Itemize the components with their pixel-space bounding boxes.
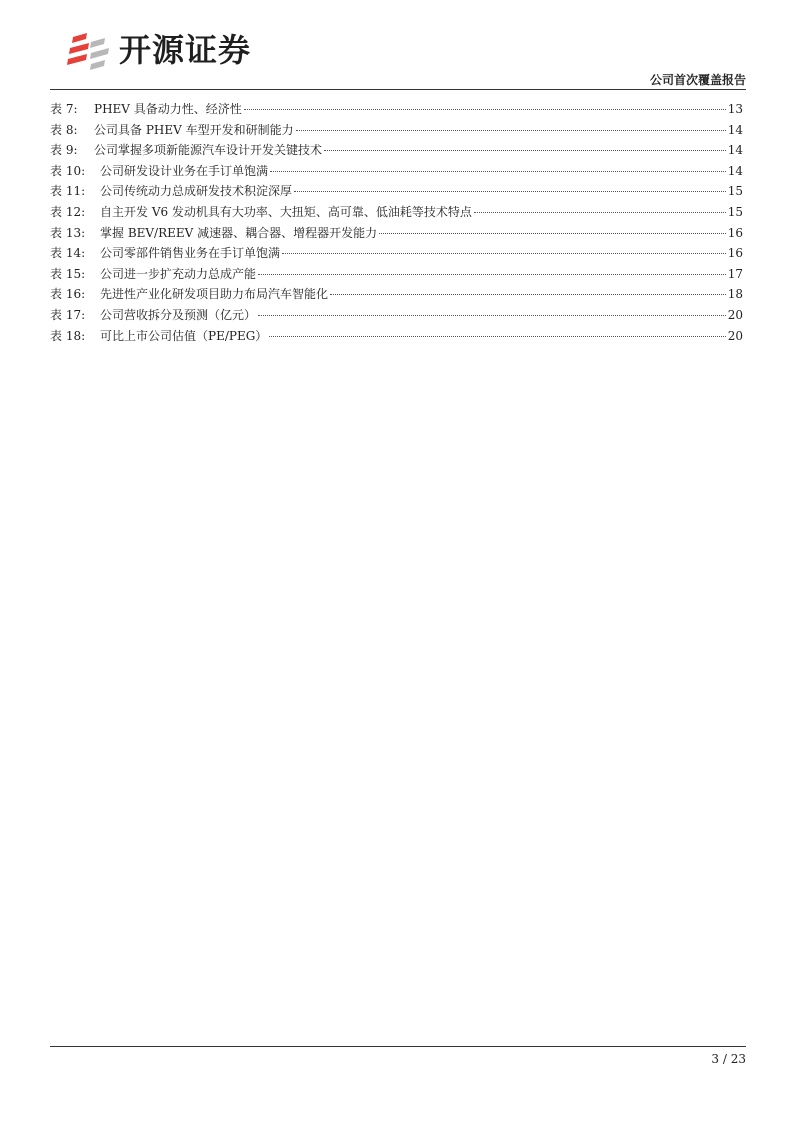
- toc-entry-table-12[interactable]: [50, 202, 743, 223]
- toc-entry-label: 表 9:: [50, 143, 78, 158]
- brand-logo: [65, 28, 315, 78]
- brand-name: 开源证券: [119, 31, 252, 69]
- kaiyuan-securities-logo-icon: [65, 28, 111, 74]
- toc-entry-page: 15: [727, 204, 743, 219]
- toc-entry-title: 公司零部件销售业务在手订单饱满: [100, 246, 281, 261]
- footer-divider: [50, 1046, 746, 1047]
- toc-dot-leader: [270, 170, 726, 172]
- report-type-label: 公司首次覆盖报告: [649, 73, 746, 87]
- toc-entry-label: 表 18:: [50, 328, 86, 343]
- toc-entry-label: 表 17:: [50, 307, 86, 322]
- page-number: 3 / 23: [711, 1052, 746, 1066]
- toc-entry-page: 20: [727, 307, 743, 322]
- toc-dot-leader: [294, 190, 726, 192]
- table-of-figures: [50, 99, 743, 346]
- toc-entry-label: 表 11:: [50, 184, 86, 199]
- toc-entry-label: 表 14:: [50, 246, 86, 261]
- toc-entry-table-7[interactable]: [50, 99, 743, 120]
- toc-entry-table-10[interactable]: [50, 161, 743, 182]
- header-divider: [50, 89, 746, 90]
- toc-entry-label: 表 10:: [50, 163, 86, 178]
- toc-entry-table-8[interactable]: [50, 120, 743, 141]
- toc-entry-label: 表 13:: [50, 225, 86, 240]
- toc-entry-title: 公司传统动力总成研发技术积淀深厚: [100, 184, 293, 199]
- toc-entry-table-13[interactable]: [50, 223, 743, 244]
- toc-entry-title: 公司研发设计业务在手订单饱满: [100, 163, 269, 178]
- toc-entry-title: 掌握 BEV/REEV 减速器、耦合器、增程器开发能力: [100, 225, 378, 240]
- toc-entry-table-15[interactable]: [50, 264, 743, 285]
- toc-entry-label: 表 12:: [50, 204, 86, 219]
- toc-entry-title: 先进性产业化研发项目助力布局汽车智能化: [100, 287, 329, 302]
- toc-entry-page: 16: [727, 246, 743, 261]
- toc-entry-table-9[interactable]: [50, 140, 743, 161]
- toc-entry-table-17[interactable]: [50, 305, 743, 326]
- toc-entry-page: 18: [727, 287, 743, 302]
- toc-entry-page: 20: [727, 328, 743, 343]
- toc-dot-leader: [258, 314, 726, 316]
- toc-dot-leader: [244, 108, 726, 110]
- toc-entry-title: 公司进一步扩充动力总成产能: [100, 266, 257, 281]
- toc-entry-title: PHEV 具备动力性、经济性: [94, 102, 242, 116]
- toc-entry-page: 14: [727, 122, 743, 137]
- toc-entry-page: 17: [727, 266, 743, 281]
- toc-entry-title: 公司具备 PHEV 车型开发和研制能力: [94, 122, 294, 137]
- toc-entry-page: 16: [727, 225, 743, 240]
- toc-entry-table-11[interactable]: [50, 181, 743, 202]
- toc-dot-leader: [258, 273, 726, 275]
- toc-dot-leader: [330, 293, 726, 295]
- toc-entry-title: 自主开发 V6 发动机具有大功率、大扭矩、高可靠、低油耗等技术特点: [100, 204, 472, 219]
- toc-dot-leader: [282, 252, 726, 254]
- page-header: [50, 24, 746, 90]
- toc-entry-page: 13: [727, 102, 743, 116]
- toc-dot-leader: [269, 335, 725, 337]
- toc-entry-table-18[interactable]: [50, 326, 743, 347]
- toc-entry-label: 表 7:: [50, 102, 78, 116]
- toc-entry-page: 14: [727, 143, 743, 158]
- toc-entry-label: 表 16:: [50, 287, 86, 302]
- toc-dot-leader: [379, 232, 726, 234]
- toc-entry-page: 15: [727, 184, 743, 199]
- toc-dot-leader: [324, 149, 726, 151]
- toc-entry-title: 公司营收拆分及预测（亿元）: [100, 307, 257, 322]
- toc-entry-label: 表 15:: [50, 266, 86, 281]
- toc-dot-leader: [296, 129, 726, 131]
- toc-entry-title: 可比上市公司估值（PE/PEG）: [100, 328, 268, 343]
- toc-entry-title: 公司掌握多项新能源汽车设计开发关键技术: [94, 143, 323, 158]
- toc-entry-page: 14: [727, 163, 743, 178]
- toc-entry-table-14[interactable]: [50, 243, 743, 264]
- toc-dot-leader: [474, 211, 726, 213]
- toc-entry-label: 表 8:: [50, 122, 78, 137]
- toc-entry-table-16[interactable]: [50, 284, 743, 305]
